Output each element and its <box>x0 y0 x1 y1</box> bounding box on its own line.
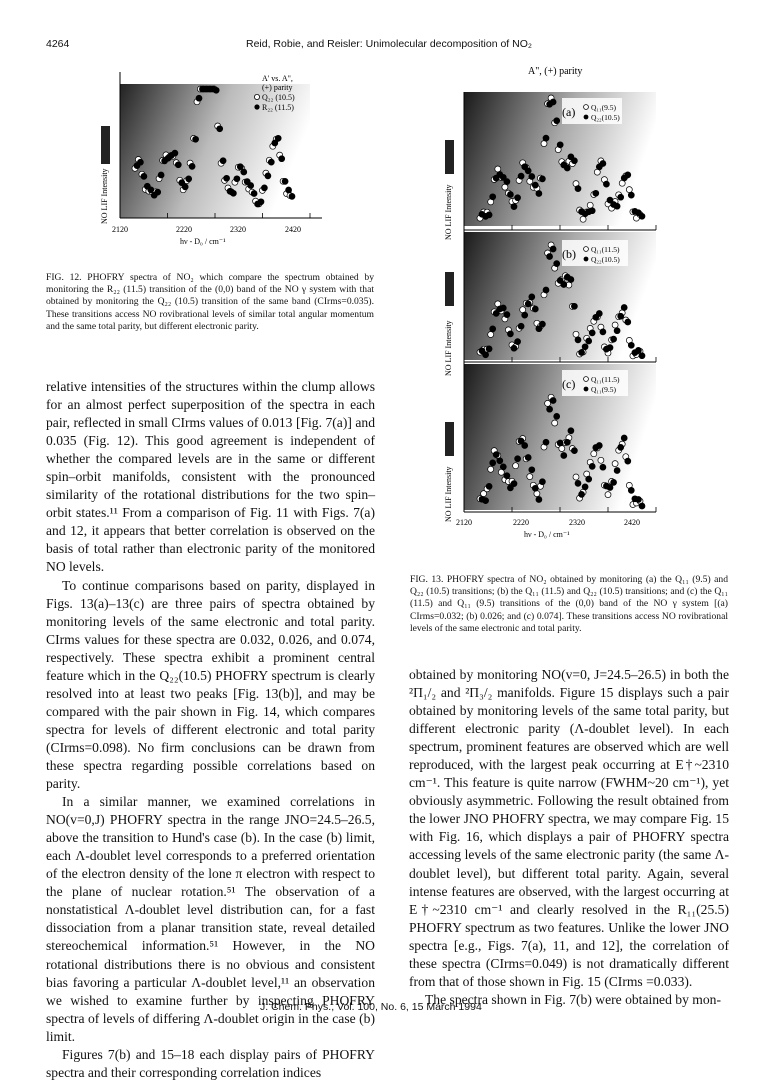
fig13-panel-c-letter: (c) <box>562 377 576 391</box>
right-paragraph-1: obtained by monitoring NO(v=0, J=24.5–26.5) in both the ²Π₁/₂ and ²Π₃/₂ manifolds. Figure 15 displays such a pair obtained by monitoring levels of the same total parity, but different electronic parity (Λ-doublet level). In each spectrum, prominent features are observed which are well reproduced, with the largest peak occurring at E†~2310 cm⁻¹. This feature is quite narrow (FWHM~20 cm⁻¹), yet obviously asymmetric. Following the result obtained from the lower JNO PHOFRY spectra, we may compare Fig. 15 with Fig. 16, which displays a pair of PHOFRY spectra accessing levels of the same electronic parity (the same Λ-doublet level), but different total parity. Again, several intense features are observed, with the largest occurring at E†~2310 cm⁻¹ and clearly resolved in the R₁₁(25.5) PHOFRY spectrum as two features. Unlike the lower JNO spectra [e.g., Figs. 7(a), 11, and 12], the correlation of these spectra (CIrms=0.049) is not dramatically different from that of those shown in Fig. 15 (CIrms =0.033). <box>409 667 729 989</box>
spectrum-point-filled <box>625 319 631 325</box>
spectrum-point-filled <box>611 479 617 485</box>
spectrum-point-filled <box>589 463 595 469</box>
spectrum-point-filled <box>141 173 147 179</box>
spectrum-point-open <box>527 474 533 480</box>
spectrum-point-open <box>605 492 611 498</box>
spectrum-point-filled <box>268 159 274 165</box>
spectrum-point-filled <box>497 458 503 464</box>
spectrum-point-filled <box>621 305 627 311</box>
spectrum-point-filled <box>639 503 645 509</box>
spectrum-point-filled <box>625 172 631 178</box>
spectrum-point-filled <box>550 246 556 252</box>
spectrum-point-filled <box>220 158 226 164</box>
spectrum-point-filled <box>596 443 602 449</box>
spectrum-point-filled <box>486 212 492 218</box>
spectrum-point-filled <box>564 439 570 445</box>
spectrum-point-open <box>612 322 618 328</box>
fig12-legend-title: A' vs. A", <box>262 74 293 83</box>
spectrum-point-filled <box>557 142 563 148</box>
fig13-xtick-4: 2420 <box>624 518 640 527</box>
spectrum-point-open <box>495 166 501 172</box>
spectrum-point-filled <box>193 136 199 142</box>
spectrum-point-filled <box>522 312 528 318</box>
fig13-xtick-3: 2320 <box>569 518 585 527</box>
spectrum-point-filled <box>618 194 624 200</box>
fig12-xtick-4: 2420 <box>285 225 301 234</box>
right-column <box>409 666 729 1009</box>
running-title: Reid, Robie, and Reisler: Unimolecular decomposition of NO₂ <box>246 38 532 50</box>
spectrum-point-filled <box>532 306 538 312</box>
spectrum-point-filled <box>539 321 545 327</box>
spectrum-point-filled <box>504 312 510 318</box>
fig13-xlabel: hν - D₀ / cm⁻¹ <box>524 530 570 539</box>
left-paragraph-3: In a similar manner, we examined correlations in NO(v=0,J) PHOFRY spectra in the range JNO=24.5–26.5, above the transition to Hund's case (b). In the case (b) limit, each Λ-doublet level corresponds to a preferred orientation of the electron density of the lone π electron with respect to the plane of nuclear rotation.⁵¹ The observation of a nonstatistical Λ-doublet level distribution can, for a fast dissociation from a planar transition state, reveal detailed stereochemical information.⁵¹ However, in the NO rotational distributions there is no obvious and consistent bias favoring a particular Λ-doublet level,¹¹ an observation we wished to examine further by inspecting PHOFRY spectra of levels of differing Λ-doublet origin in the case (b) limit. <box>46 794 375 1044</box>
fig12-xtick-3: 2320 <box>230 225 246 234</box>
spectrum-point-open <box>573 474 579 480</box>
spectrum-point-filled <box>490 326 496 332</box>
fig13-panel-b-letter: (b) <box>562 247 576 261</box>
spectrum-point-open <box>559 446 565 452</box>
fig13-ylabel-c: NO LIF Intensity <box>444 466 453 522</box>
spectrum-point-filled <box>635 497 641 503</box>
spectrum-point-filled <box>186 176 192 182</box>
fig12-legend-parity: (+) parity <box>262 83 293 92</box>
fig12-legend-filled: R₂₂ (11.5) <box>262 103 294 112</box>
spectrum-point-filled <box>515 339 521 345</box>
spectrum-point-filled <box>628 487 634 493</box>
spectrum-point-open <box>587 202 593 208</box>
spectrum-point-filled <box>525 301 531 307</box>
spectrum-point-filled <box>600 464 606 470</box>
spectrum-point-filled <box>504 179 510 185</box>
fig13-xtick-2: 2220 <box>513 518 529 527</box>
spectrum-point-filled <box>614 328 620 334</box>
spectrum-point-filled <box>158 172 164 178</box>
figure-13 <box>430 60 690 540</box>
spectrum-point-filled <box>547 406 553 412</box>
spectrum-point-filled <box>175 162 181 168</box>
spectrum-point-filled <box>571 158 577 164</box>
spectrum-point-filled <box>550 99 556 105</box>
spectrum-point-filled <box>611 336 617 342</box>
spectrum-point-open <box>545 400 551 406</box>
spectrum-point-filled <box>543 287 549 293</box>
journal-footer: J. Chem. Phys., Vol. 100, No. 6, 15 March 1994 <box>260 1001 482 1013</box>
spectrum-point-open <box>488 466 494 472</box>
fig13-panel-a-filled: Q₂₂(10.5) <box>591 113 620 122</box>
spectrum-point-filled <box>493 452 499 458</box>
fig12-xtick-2: 2220 <box>176 225 192 234</box>
spectrum-point-filled <box>483 352 489 358</box>
spectrum-point-filled <box>515 195 521 201</box>
spectrum-point-filled <box>532 485 538 491</box>
left-paragraph-4: Figures 7(b) and 15–18 each display pairs of PHOFRY spectra and their corresponding correlation indices <box>46 1046 375 1080</box>
fig13-panel-a-open: Q₁₁(9.5) <box>591 103 617 112</box>
spectrum-point-filled <box>625 458 631 464</box>
left-column <box>46 378 375 1082</box>
fig12-xtick-1: 2120 <box>112 225 128 234</box>
spectrum-point-filled <box>529 174 535 180</box>
spectrum-point-open <box>612 461 618 467</box>
spectrum-point-filled <box>639 213 645 219</box>
spectrum-point-open <box>626 187 632 193</box>
spectrum-point-filled <box>547 254 553 260</box>
fig12-legend-open-marker <box>254 94 259 99</box>
spectrum-point-filled <box>586 338 592 344</box>
spectrum-point-filled <box>217 126 223 132</box>
spectrum-point-filled <box>279 156 285 162</box>
spectrum-point-filled <box>275 135 281 141</box>
left-paragraph-1: relative intensities of the structures within the clump allows for an almost perfect superposition of the spectra in each pair, reflected in small CIrms values of 0.013 [Fig. 7(a)] and 0.035 (Fig. 12). This good agreement is independent of whether the compared levels are in the same or different spin–orbit manifolds, consistent with the pronounced similarity of the rotational distributions for the two spin–orbit states.¹¹ From a comparison of Fig. 11 with Figs. 7(a) and 12, it appears that better correlation is observed on the basis of total rather than electronic parity of the monitored NO levels. <box>46 379 375 575</box>
spectrum-point-filled <box>628 342 634 348</box>
spectrum-point-filled <box>529 294 535 300</box>
spectrum-point-filled <box>582 344 588 350</box>
spectrum-point-filled <box>237 164 243 170</box>
spectrum-point-filled <box>511 345 517 351</box>
spectrum-point-filled <box>525 168 531 174</box>
fig12-legend-open: Q₂₂ (10.5) <box>262 93 295 102</box>
figure-12-caption: FIG. 12. PHOFRY spectra of NO₂ which compare the spectrum obtained by monitoring the R₂₂ (11.5) transition of the (0,0) band of the NO γ system with that obtained by monitoring the Q₂₂ (10.5) transition of the same band (CIrms=0.035). These transitions access NO rovibrational levels of similar total angular momentum and the same total parity, but different electronic parity. <box>46 272 374 332</box>
spectrum-point-filled <box>536 497 542 503</box>
spectrum-point-filled <box>554 413 560 419</box>
fig13-panel-a-letter: (a) <box>562 105 576 119</box>
spectrum-point-filled <box>155 189 161 195</box>
spectrum-point-filled <box>511 204 517 210</box>
spectrum-point-filled <box>137 159 143 165</box>
spectrum-point-filled <box>289 193 295 199</box>
spectrum-point-filled <box>575 186 581 192</box>
spectrum-point-filled <box>564 165 570 171</box>
spectrum-point-filled <box>554 118 560 124</box>
spectrum-point-filled <box>600 329 606 335</box>
spectrum-point-filled <box>550 398 556 404</box>
fig13-ylabel-b: NO LIF Intensity <box>444 320 453 376</box>
spectrum-point-filled <box>522 443 528 449</box>
spectrum-point-filled <box>607 345 613 351</box>
spectrum-point-filled <box>618 444 624 450</box>
page-number: 4264 <box>46 38 70 50</box>
spectrum-point-filled <box>490 460 496 466</box>
spectrum-point-filled <box>561 453 567 459</box>
spectrum-point-filled <box>182 184 188 190</box>
figure-12-plot <box>90 64 330 249</box>
spectrum-point-filled <box>507 331 513 337</box>
spectrum-point-filled <box>586 476 592 482</box>
spectrum-point-filled <box>261 185 267 191</box>
spectrum-point-filled <box>224 175 230 181</box>
spectrum-point-filled <box>265 173 271 179</box>
spectrum-point-filled <box>148 187 154 193</box>
spectrum-point-filled <box>172 150 178 156</box>
spectrum-point-filled <box>571 303 577 309</box>
spectrum-point-filled <box>251 191 257 197</box>
spectrum-point-filled <box>189 163 195 169</box>
spectrum-point-filled <box>518 323 524 329</box>
spectrum-point-filled <box>600 161 606 167</box>
spectrum-point-filled <box>618 313 624 319</box>
spectrum-point-filled <box>241 169 247 175</box>
spectrum-point-open <box>488 332 494 338</box>
spectrum-point-filled <box>543 439 549 445</box>
spectrum-point-filled <box>500 305 506 311</box>
spectrum-point-filled <box>543 135 549 141</box>
spectrum-point-filled <box>554 261 560 267</box>
spectrum-point-filled <box>539 176 545 182</box>
spectrum-point-filled <box>500 464 506 470</box>
spectrum-point-open <box>541 141 547 147</box>
spectrum-point-open <box>552 420 558 426</box>
spectrum-point-filled <box>579 350 585 356</box>
spectrum-point-filled <box>539 479 545 485</box>
fig13-panel-b-filled: Q₂₂(10.5) <box>591 255 620 264</box>
spectrum-point-open <box>502 184 508 190</box>
figure-13-caption: FIG. 13. PHOFRY spectra of NO₂ obtained by monitoring (a) the Q₁₁ (9.5) and Q₂₂ (10.5) transitions; (b) the Q₁₁ (11.5) and Q₂₂ (10.5) transitions; and (c) the Q₁₁ (11.5) and Q₁₁ (9.5) transitions of the (0,0) band of the NO γ system [(a) CIrms=0.032; (b) 0.026; and (c) 0.074]. These transitions access NO rovibrational levels of the same electronic and total parity. <box>410 574 728 634</box>
spectrum-point-filled <box>213 87 219 93</box>
spectrum-point-filled <box>593 190 599 196</box>
fig13-panel-b-open: Q₁₁(11.5) <box>591 245 620 254</box>
spectrum-point-filled <box>614 468 620 474</box>
spectrum-point-filled <box>486 483 492 489</box>
spectrum-point-filled <box>532 182 538 188</box>
spectrum-point-filled <box>571 448 577 454</box>
spectrum-point-filled <box>635 347 641 353</box>
spectrum-point-filled <box>525 455 531 461</box>
fig13-title: A", (+) parity <box>528 66 583 77</box>
spectrum-point-filled <box>490 194 496 200</box>
spectrum-point-filled <box>582 484 588 490</box>
left-paragraph-2: To continue comparisons based on parity, displayed in Figs. 13(a)–13(c) are three pairs of spectra obtained by monitoring levels of the same electronic and total parity. CIrms values for these spectra are 0.032, 0.026, and 0.074, respectively. These spectra exhibit a prominent central feature which in the Q₂₂(10.5) PHOFRY spectrum is clearly resolved into at least two peaks [Fig. 13(b)], and may be compared with the pair shown in Fig. 14, which compares spectra for levels of different electronic and total parity (CIrms=0.098). No firm conclusions can be drawn from these spectra regarding possible correlations based on parity. <box>46 577 375 792</box>
spectrum-point-open <box>591 451 597 457</box>
spectrum-point-filled <box>614 203 620 209</box>
spectrum-point-filled <box>282 178 288 184</box>
spectrum-point-filled <box>568 277 574 283</box>
spectrum-point-filled <box>589 208 595 214</box>
spectrum-point-filled <box>258 199 264 205</box>
figure-12 <box>90 64 330 249</box>
spectrum-point-open <box>513 463 519 469</box>
fig12-legend-filled-marker <box>254 104 259 109</box>
spectrum-point-filled <box>557 440 563 446</box>
fig12-xlabel: hν - D₀ / cm⁻¹ <box>180 237 226 246</box>
spectrum-point-filled <box>568 428 574 434</box>
spectrum-point-filled <box>518 173 524 179</box>
fig13-panel-c-filled: Q₁₁(9.5) <box>591 385 617 394</box>
spectrum-point-filled <box>596 311 602 317</box>
spectrum-point-filled <box>504 473 510 479</box>
spectrum-point-filled <box>230 190 236 196</box>
spectrum-point-filled <box>579 491 585 497</box>
spectrum-point-filled <box>507 192 513 198</box>
spectrum-point-filled <box>515 456 521 462</box>
fig13-xtick-1: 2120 <box>456 518 472 527</box>
spectrum-point-filled <box>248 183 254 189</box>
fig12-ylabel: NO LIF Intensity <box>100 168 109 224</box>
spectrum-point-filled <box>234 176 240 182</box>
spectrum-point-filled <box>486 346 492 352</box>
spectrum-point-filled <box>589 330 595 336</box>
spectrum-point-filled <box>603 181 609 187</box>
fig13-ylabel-a: NO LIF Intensity <box>444 184 453 240</box>
spectrum-point-filled <box>529 467 535 473</box>
spectrum-point-filled <box>536 191 542 197</box>
spectrum-point-filled <box>575 337 581 343</box>
spectrum-point-open <box>573 331 579 337</box>
fig13-panel-c-open: Q₁₁(11.5) <box>591 375 620 384</box>
spectrum-point-filled <box>483 498 489 504</box>
spectrum-point-filled <box>621 435 627 441</box>
spectrum-point-open <box>598 457 604 463</box>
spectrum-point-filled <box>511 481 517 487</box>
spectrum-point-filled <box>196 95 202 101</box>
right-paragraph-2: The spectra shown in Fig. 7(b) were obtained by mon- <box>425 991 721 1007</box>
spectrum-point-filled <box>286 187 292 193</box>
figure-13-plot <box>430 60 690 540</box>
spectrum-point-filled <box>561 282 567 288</box>
spectrum-point-filled <box>575 480 581 486</box>
spectrum-point-filled <box>628 192 634 198</box>
spectrum-point-filled <box>607 485 613 491</box>
spectrum-point-filled <box>639 353 645 359</box>
